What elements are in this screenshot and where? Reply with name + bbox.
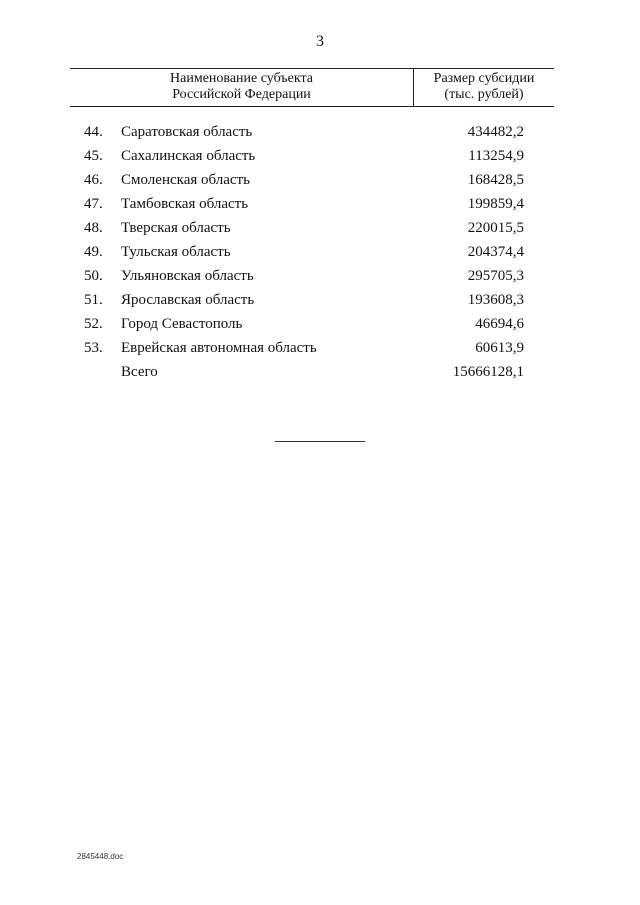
row-subject-name: Ярославская область: [121, 292, 255, 308]
row-subject-name: Еврейская автономная область: [121, 340, 317, 356]
column-header-subsidy-amount-line1: Размер субсидии: [433, 71, 535, 86]
row-number: 51.: [84, 292, 103, 308]
row-number: 50.: [84, 268, 103, 284]
row-subsidy-amount: 60613,9: [475, 340, 524, 356]
row-subsidy-amount: 46694,6: [475, 316, 524, 332]
column-header-subject-name-line1: Наименование субъекта: [170, 71, 313, 86]
row-subject-name: Тверская область: [121, 220, 231, 236]
row-subject-name: Тамбовская область: [121, 196, 249, 212]
row-subsidy-amount: 434482,2: [467, 124, 524, 140]
column-header-subsidy-amount-line2: (тыс. рублей): [444, 87, 524, 102]
total-amount: 15666128,1: [452, 364, 524, 380]
table-row: [0, 240, 640, 264]
document-filename: 2845448.doc: [77, 852, 124, 861]
table-row: [0, 312, 640, 336]
row-subject-name: Тульская область: [121, 244, 231, 260]
table-row: [0, 288, 640, 312]
table-total-row: [0, 360, 640, 384]
row-number: 52.: [84, 316, 103, 332]
column-header-subject-name-line2: Российской Федерации: [172, 87, 311, 102]
row-subject-name: Смоленская область: [121, 172, 250, 188]
row-subsidy-amount: 295705,3: [467, 268, 524, 284]
row-number: 46.: [84, 172, 103, 188]
row-number: 44.: [84, 124, 103, 140]
row-subject-name: Сахалинская область: [121, 148, 256, 164]
table-header-bottom-rule: [70, 106, 554, 107]
row-number: 53.: [84, 340, 103, 356]
row-subject-name: Саратовская область: [121, 124, 253, 140]
table-row: [0, 216, 640, 240]
table-row: [0, 168, 640, 192]
row-subsidy-amount: 220015,5: [467, 220, 524, 236]
table-row: [0, 336, 640, 360]
table-body: [0, 120, 640, 384]
row-number: 45.: [84, 148, 103, 164]
table-row: [0, 120, 640, 144]
end-of-table-rule: [275, 441, 365, 442]
row-subsidy-amount: 204374,4: [467, 244, 524, 260]
row-number: 49.: [84, 244, 103, 260]
row-number: 47.: [84, 196, 103, 212]
column-header-subsidy-amount: [414, 71, 554, 103]
table-header-top-rule: [70, 68, 554, 69]
table-row: [0, 144, 640, 168]
row-subject-name: Ульяновская область: [121, 268, 254, 284]
table-row: [0, 264, 640, 288]
table-row: [0, 192, 640, 216]
row-subsidy-amount: 193608,3: [467, 292, 524, 308]
row-subsidy-amount: 199859,4: [467, 196, 524, 212]
row-subsidy-amount: 168428,5: [467, 172, 524, 188]
row-subsidy-amount: 113254,9: [468, 148, 524, 164]
total-label: Всего: [121, 364, 158, 380]
column-header-subject-name: [70, 71, 413, 103]
row-number: 48.: [84, 220, 103, 236]
page-number: 3: [316, 33, 324, 50]
row-subject-name: Город Севастополь: [121, 316, 243, 332]
